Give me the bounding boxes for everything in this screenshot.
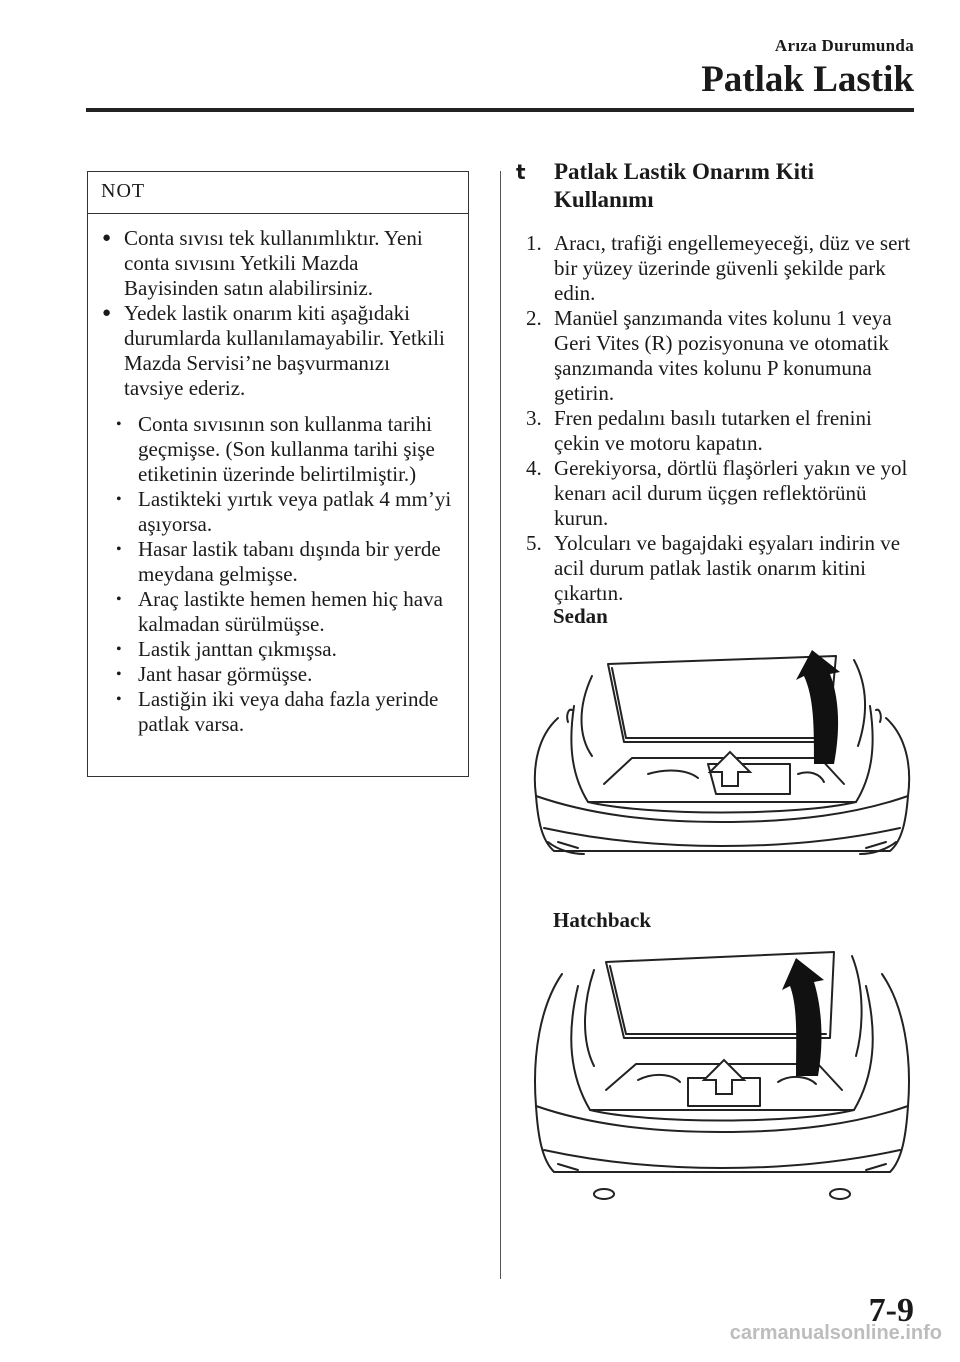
step-number: 5.	[526, 531, 542, 555]
note-subitem	[116, 662, 454, 687]
note-subitem	[116, 687, 454, 737]
note-sublist	[100, 412, 454, 737]
note-body	[88, 214, 468, 737]
section-heading	[516, 158, 916, 214]
note-title: NOT	[88, 172, 468, 214]
section-heading-text: Patlak Lastik Onarım Kiti Kullanımı	[554, 159, 815, 212]
step-number: 4.	[526, 456, 542, 480]
sedan-label: Sedan	[553, 604, 608, 628]
note-box	[87, 171, 469, 777]
note-subitem	[116, 637, 454, 662]
note-subitem-text: Araç lastikte hemen hemen hiç hava kalmadan sürülmüşse.	[138, 587, 443, 636]
step-text: Fren pedalını basılı tutarken el frenini çekin ve motoru kapatın.	[554, 406, 872, 455]
step-item	[526, 531, 921, 606]
bullet-icon: •	[116, 691, 122, 708]
watermark: carmanualsonline.info	[729, 1322, 942, 1344]
column-divider	[500, 171, 501, 1279]
bullet-icon: •	[116, 641, 122, 658]
note-subitem	[116, 587, 454, 637]
step-text: Gerekiyorsa, dörtlü flaşörleri yakın ve yol kenarı acil durum üçgen reflektörünü kurun.	[554, 456, 908, 530]
page-title: Patlak Lastik	[701, 59, 914, 100]
bullet-icon: •	[116, 666, 122, 683]
bullet-icon: •	[116, 416, 122, 433]
step-text: Manüel şanzımanda vites kolunu 1 veya Geri Vites (R) pozisyonuna ve otomatik şanzımanda vites kolunu P konumuna getirin.	[554, 306, 892, 405]
hatchback-trunk-illustration	[528, 946, 916, 1212]
bullet-icon: •	[116, 591, 122, 608]
step-item	[526, 406, 921, 456]
note-item	[100, 301, 454, 401]
bullet-icon: ●	[102, 305, 112, 321]
note-subitem-text: Lastiğin iki veya daha fazla yerinde patlak varsa.	[138, 687, 439, 736]
hatchback-label: Hatchback	[553, 908, 652, 932]
bullet-icon: ●	[102, 230, 112, 246]
note-subitem-text: Hasar lastik tabanı dışında bir yerde meydana gelmişse.	[138, 537, 441, 586]
step-text: Yolcuları ve bagajdaki eşyaları indirin ve acil durum patlak lastik onarım kitini çıkartın.	[554, 531, 901, 605]
sedan-trunk-illustration	[528, 646, 916, 878]
step-text: Aracı, trafiği engellemeyeceği, düz ve sert bir yüzey üzerinde güvenli şekilde park edin.	[554, 231, 911, 305]
note-subitem-text: Lastik janttan çıkmışsa.	[138, 637, 337, 661]
bullet-icon: •	[116, 491, 122, 508]
step-item	[526, 456, 921, 531]
step-item	[526, 306, 921, 406]
step-number: 1.	[526, 231, 542, 255]
section-marker: t	[516, 160, 526, 184]
header-divider	[86, 108, 914, 112]
note-item-text: Conta sıvısı tek kullanımlıktır. Yeni conta sıvısını Yetkili Mazda Bayisinden satın alabilirsiniz.	[124, 226, 423, 300]
steps-list	[526, 231, 921, 606]
page-number: 7-9	[868, 1292, 914, 1329]
note-item	[100, 226, 454, 301]
step-number: 3.	[526, 406, 542, 430]
note-subitem-text: Lastikteki yırtık veya patlak 4 mm’yi aşıyorsa.	[138, 487, 452, 536]
note-subitem-text: Jant hasar görmüşse.	[138, 662, 313, 686]
note-subitem	[116, 487, 454, 537]
note-item-text: Yedek lastik onarım kiti aşağıdaki durumlarda kullanılamayabilir. Yetkili Mazda Servisi’ne başvurmanızı tavsiye ederiz.	[124, 301, 445, 400]
step-number: 2.	[526, 306, 542, 330]
section-header: Arıza Durumunda	[774, 36, 914, 55]
bullet-icon: •	[116, 541, 122, 558]
note-subitem	[116, 412, 454, 487]
note-subitem-text: Conta sıvısının son kullanma tarihi geçmişse. (Son kullanma tarihi şişe etiketinin üzerinde belirtilmiştir.)	[138, 412, 435, 486]
step-item	[526, 231, 921, 306]
note-subitem	[116, 537, 454, 587]
